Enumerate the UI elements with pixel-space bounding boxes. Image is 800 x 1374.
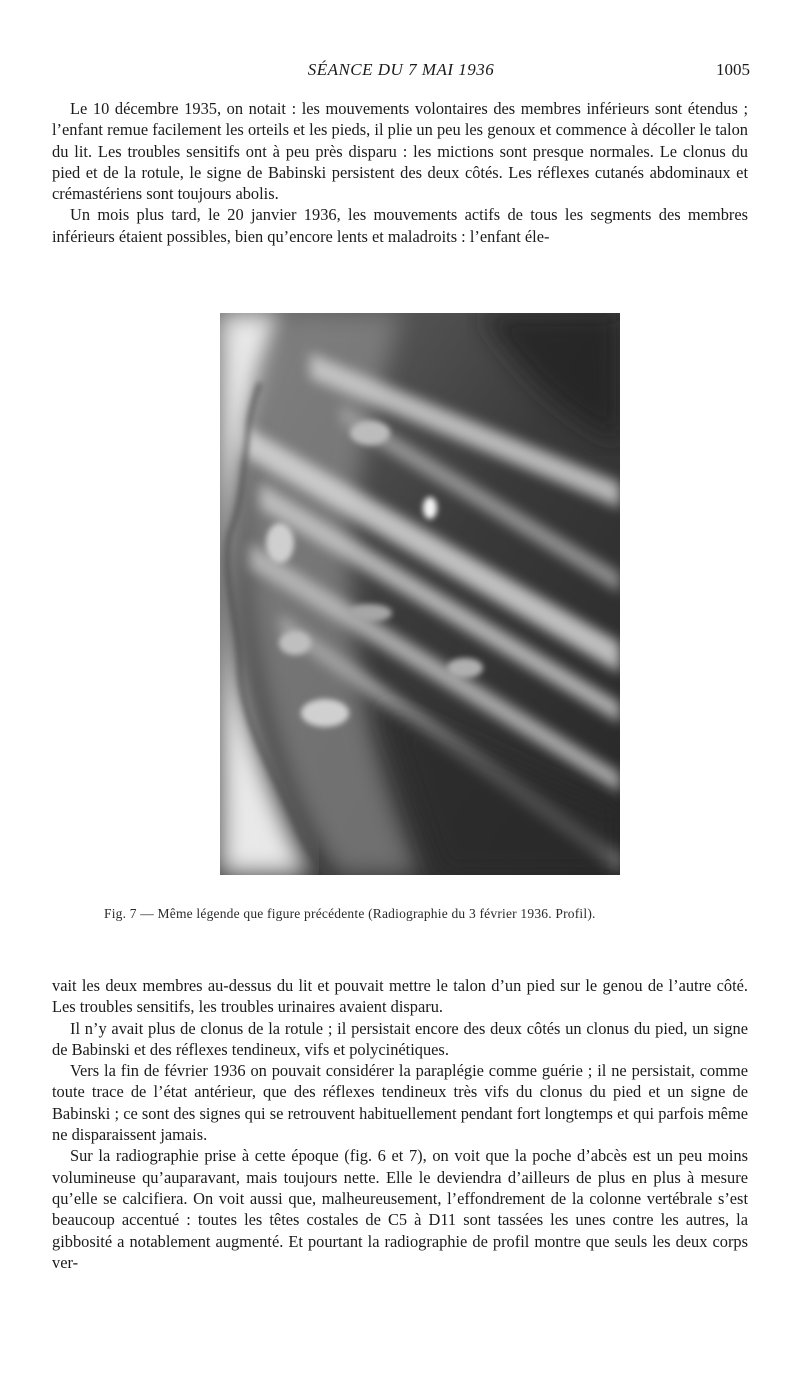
body-text-bottom xyxy=(52,975,748,1273)
page-number: 1005 xyxy=(716,60,750,79)
running-header xyxy=(52,60,750,86)
paragraph: Sur la radiographie prise à cette époque (fig. 6 et 7), on voit que la poche d’abcès est un peu moins volumineuse qu’auparavant, mais toujours nette. Elle le deviendra d’ailleurs de plus en plus à mesure qu’elle se calcifiera. On voit aussi que, malheureusement, l’effondrement de la colonne vertébrale s’est beaucoup accentué : toutes les têtes costales de C5 à D11 sont tassées les unes contre les autres, la gibbosité a notablement augmenté. Et pourtant la radiographie de profil montre que seuls les deux corps ver- xyxy=(52,1146,748,1272)
paragraph: Il n’y avait plus de clonus de la rotule ; il persistait encore des deux côtés un clonus du pied, un signe de Babinski et des réflexes tendineux, vifs et polycinétiques. xyxy=(52,1018,748,1059)
radiograph-image xyxy=(220,313,620,875)
paragraph: vait les deux membres au-dessus du lit et pouvait mettre le talon d’un pied sur le genou de l’autre côté. Les troubles sensitifs, les troubles urinaires avaient disparu. xyxy=(52,976,748,1017)
paragraph: Le 10 décembre 1935, on notait : les mouvements volontaires des membres inférieurs sont étendus ; l’enfant remue facilement les orteils et les pieds, il plie un peu les genoux et commence à décoller le talon du lit. Les troubles sensitifs ont à peu près disparu : les mictions sont presque normales. Le clonus du pied et de la rotule, le signe de Babinski persistent des deux côtés. Les réflexes cutanés abdominaux et crémastériens sont toujours abolis. xyxy=(52,99,748,204)
body-text-top xyxy=(52,98,748,247)
paragraph: Un mois plus tard, le 20 janvier 1936, les mouvements actifs de tous les segments des membres inférieurs étaient possibles, bien qu’encore lents et maladroits : l’enfant éle- xyxy=(52,205,748,246)
page-title: SÉANCE DU 7 MAI 1936 xyxy=(307,60,495,79)
figure-caption: Fig. 7 — Même légende que figure précédente (Radiographie du 3 février 1936. Profil). xyxy=(104,906,596,921)
paragraph: Vers la fin de février 1936 on pouvait considérer la paraplégie comme guérie ; il ne persistait, comme toute trace de l’état antérieur, que des réflexes tendineux très vifs du clonus du pied et un signe de Babinski ; ce sont des signes qui se retrouvent habituellement pendant fort longtemps et qui parfois même ne disparaissent jamais. xyxy=(52,1061,748,1145)
